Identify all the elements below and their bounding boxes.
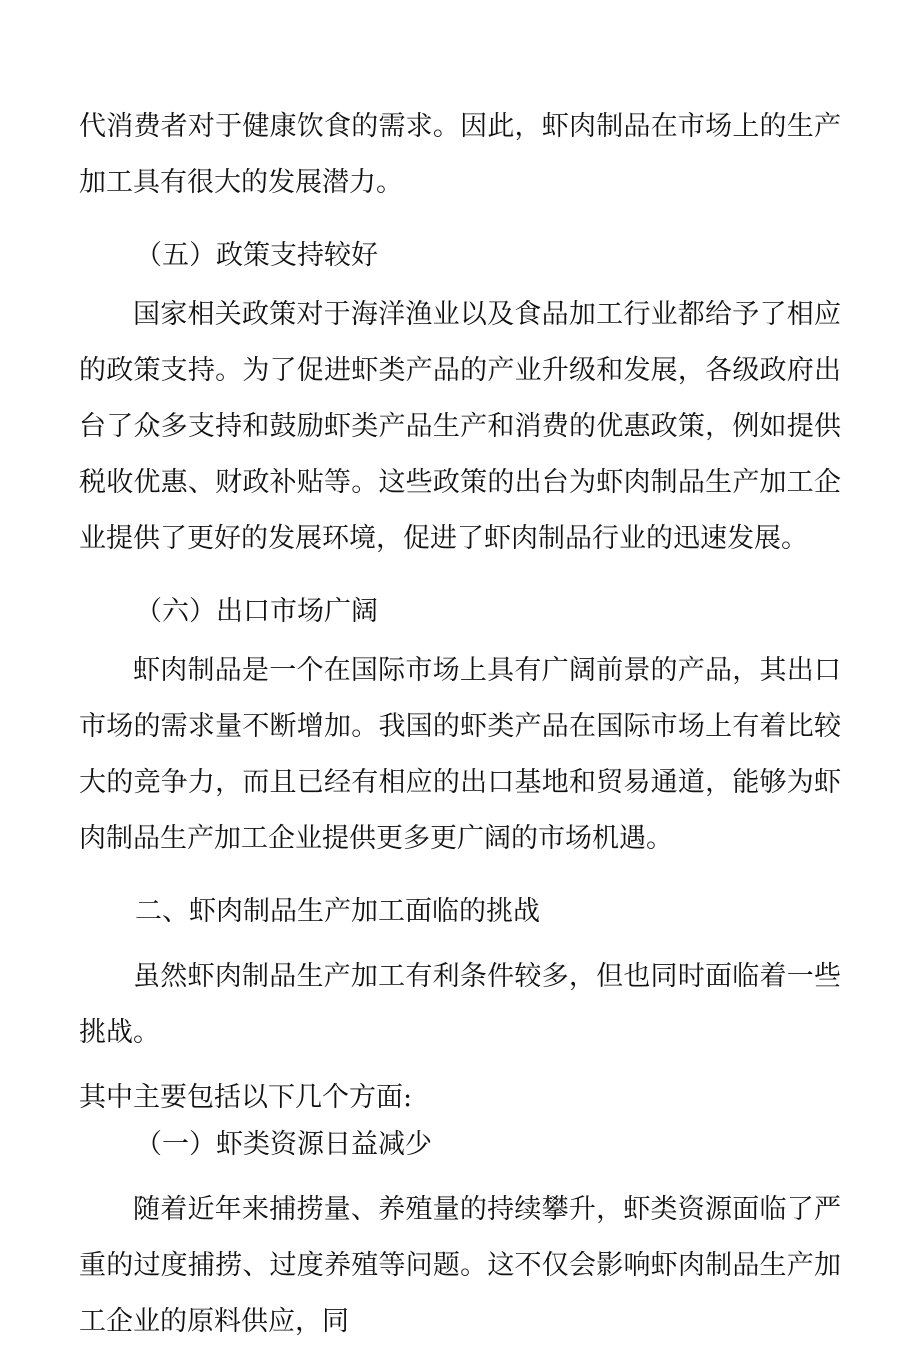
document-page	[79, 99, 841, 1350]
section-heading-export-market: （六）出口市场广阔	[135, 596, 378, 627]
section-heading-policy-support: （五）政策支持较好	[135, 240, 378, 271]
paragraph-consumer-demand: 代消费者对于健康饮食的需求。因此，虾肉制品在市场上的生产加工具有很大的发展潜力。	[79, 111, 841, 198]
section-heading-shrimp-resources: （一）虾类资源日益减少	[135, 1129, 432, 1160]
paragraph-export-market: 虾肉制品是一个在国际市场上具有广阔前景的产品，其出口市场的需求量不断增加。我国的虾类产品在国际市场上有着比较大的竞争力，而且已经有相应的出口基地和贸易通道，能够为虾肉制品生产加工企业提供更多更广阔的市场机遇。	[79, 655, 841, 854]
paragraph-challenges-intro: 虽然虾肉制品生产加工有利条件较多，但也同时面临着一些挑战。	[79, 961, 841, 1048]
paragraph-shrimp-resources: 随着近年来捕捞量、养殖量的持续攀升，虾类资源面临了严重的过度捕捞、过度养殖等问题。这不仅会影响虾肉制品生产加工企业的原料供应，同	[79, 1194, 841, 1337]
chapter-heading-challenges: 二、虾肉制品生产加工面临的挑战	[135, 896, 540, 927]
paragraph-policy-support: 国家相关政策对于海洋渔业以及食品加工行业都给予了相应的政策支持。为了促进虾类产品的产业升级和发展，各级政府出台了众多支持和鼓励虾类产品生产和消费的优惠政策，例如提供税收优惠、财政补贴等。这些政策的出台为虾肉制品生产加工企业提供了更好的发展环境，促进了虾肉制品行业的迅速发展。	[79, 299, 841, 554]
paragraph-challenges-list-intro: 其中主要包括以下几个方面:	[79, 1082, 413, 1113]
